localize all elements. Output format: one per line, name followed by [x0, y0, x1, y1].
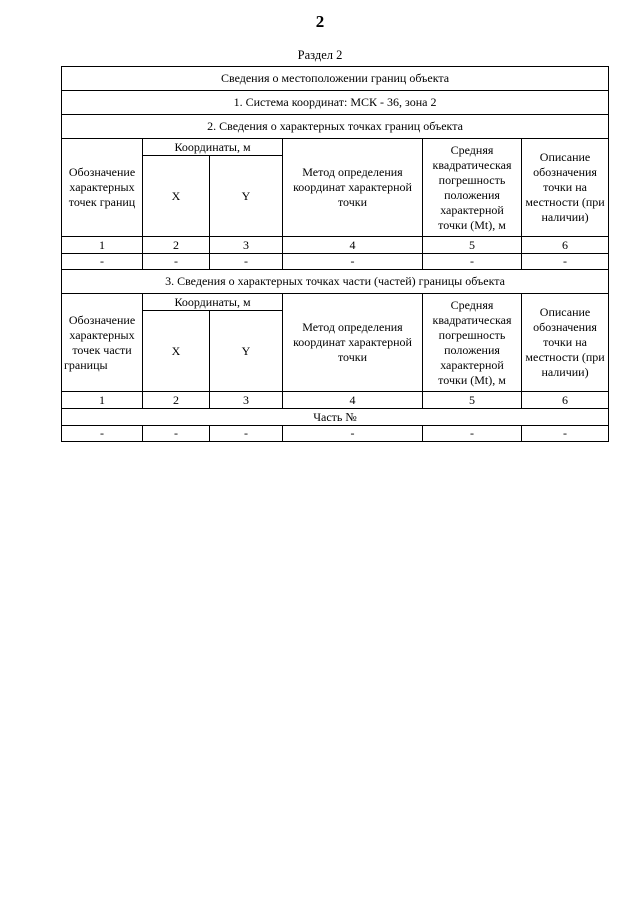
- column-number: 1: [62, 237, 143, 254]
- column-number: 2: [143, 392, 210, 409]
- table-title: Сведения о местоположении границ объекта: [62, 67, 609, 91]
- table-cell: -: [210, 254, 283, 270]
- block2-header-row-1: [62, 294, 609, 311]
- column-number: 1: [62, 392, 143, 409]
- table-cell: -: [423, 426, 522, 442]
- block2-header-x: X: [143, 311, 210, 392]
- block2-header-description: Описание обозначения точки на местности (при наличии): [522, 294, 609, 392]
- table-cell: -: [62, 426, 143, 442]
- column-number: 5: [423, 392, 522, 409]
- table-cell: -: [283, 426, 423, 442]
- table-cell: -: [283, 254, 423, 270]
- table-cell: -: [210, 426, 283, 442]
- table-row: [62, 254, 609, 270]
- block2-header-designation: Обозначение характерных точек части границы: [62, 294, 143, 392]
- table-cell: -: [522, 426, 609, 442]
- column-number: 6: [522, 237, 609, 254]
- block2-header-y: Y: [210, 311, 283, 392]
- column-number: 5: [423, 237, 522, 254]
- block1-column-numbers: [62, 237, 609, 254]
- block1-header-x: X: [143, 156, 210, 237]
- block1-header-y: Y: [210, 156, 283, 237]
- column-number: 4: [283, 237, 423, 254]
- block2-header-coords: Координаты, м: [143, 294, 283, 311]
- table-row: [62, 426, 609, 442]
- block1-header-designation: Обозначение характерных точек границ: [62, 139, 143, 237]
- part-label: Часть №: [62, 409, 609, 426]
- block2-title: 3. Сведения о характерных точках части (частей) границы объекта: [62, 270, 609, 294]
- column-number: 3: [210, 392, 283, 409]
- block2-column-numbers: [62, 392, 609, 409]
- block2-header-method: Метод определения координат характерной точки: [283, 294, 423, 392]
- part-label-row: [62, 409, 609, 426]
- block1-header-coords: Координаты, м: [143, 139, 283, 156]
- column-number: 2: [143, 237, 210, 254]
- block2-title-row: [62, 270, 609, 294]
- block1-title-row: [62, 115, 609, 139]
- block2-header-accuracy: Средняя квадратическая погрешность положения характерной точки (Mt), м: [423, 294, 522, 392]
- block1-header-accuracy: Средняя квадратическая погрешность положения характерной точки (Mt), м: [423, 139, 522, 237]
- column-number: 3: [210, 237, 283, 254]
- coord-system-row: [62, 91, 609, 115]
- table-cell: -: [62, 254, 143, 270]
- table-cell: -: [423, 254, 522, 270]
- column-number: 6: [522, 392, 609, 409]
- block1-title: 2. Сведения о характерных точках границ объекта: [62, 115, 609, 139]
- table-cell: -: [143, 426, 210, 442]
- block1-header-row-1: [62, 139, 609, 156]
- block1-header-method: Метод определения координат характерной точки: [283, 139, 423, 237]
- boundary-table: [61, 66, 609, 442]
- table-title-row: [62, 67, 609, 91]
- table-cell: -: [143, 254, 210, 270]
- coord-system: 1. Система координат: МСК - 36, зона 2: [62, 91, 609, 115]
- column-number: 4: [283, 392, 423, 409]
- block1-header-description: Описание обозначения точки на местности (при наличии): [522, 139, 609, 237]
- table-cell: -: [522, 254, 609, 270]
- section-label: Раздел 2: [297, 48, 343, 62]
- page-number: 2: [315, 12, 325, 31]
